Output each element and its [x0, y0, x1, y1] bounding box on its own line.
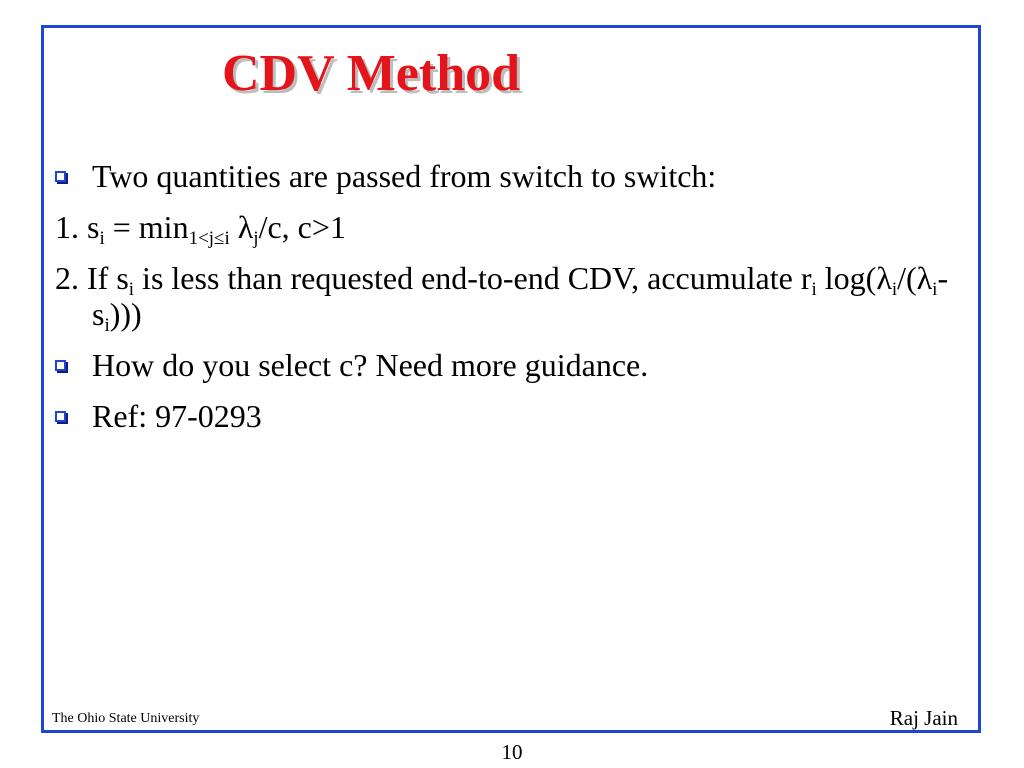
bullet-item — [55, 347, 955, 384]
formula-subscript: j — [253, 227, 259, 249]
formula-subscript: i — [99, 227, 105, 249]
formula-subscript: i — [128, 278, 135, 300]
hollow-square-bullet-icon — [55, 360, 66, 371]
numbered-item-1 — [55, 208, 955, 249]
formula-text: 2. If s — [55, 259, 129, 296]
formula-text: 1. s — [55, 208, 100, 245]
formula-text: is less than requested end-to-end CDV, accumulate r — [134, 259, 812, 296]
bullet-item — [55, 398, 955, 435]
formula-subscript: i — [811, 278, 817, 300]
numbered-item-2 — [55, 259, 955, 337]
bullet-item — [55, 158, 955, 195]
slide-body — [55, 158, 955, 449]
hollow-square-bullet-icon — [55, 411, 66, 422]
footer-author: Raj Jain — [889, 706, 958, 730]
formula-subscript: 1<j≤i — [188, 227, 230, 249]
formula-text: = min — [104, 208, 189, 245]
bullet-text: How do you select c? Need more guidance. — [92, 347, 649, 384]
formula-text: log(λ — [816, 259, 892, 296]
formula-subscript: i — [104, 315, 110, 337]
footer-institution: The Ohio State University — [52, 711, 200, 726]
formula-text: /(λ — [897, 259, 933, 296]
bullet-text: Ref: 97-0293 — [92, 397, 262, 434]
formula-subscript: i — [932, 278, 938, 300]
page-number: 10 — [501, 740, 523, 764]
formula-text: λ — [229, 208, 254, 245]
bullet-text: Two quantities are passed from switch to switch: — [92, 158, 717, 194]
formula-text: /c, c>1 — [258, 208, 346, 245]
formula-subscript: i — [891, 278, 898, 300]
formula-text: -s — [92, 259, 949, 333]
slide-title: CDV Method — [222, 45, 521, 102]
formula-text: ))) — [109, 296, 142, 333]
hollow-square-bullet-icon — [55, 171, 66, 182]
